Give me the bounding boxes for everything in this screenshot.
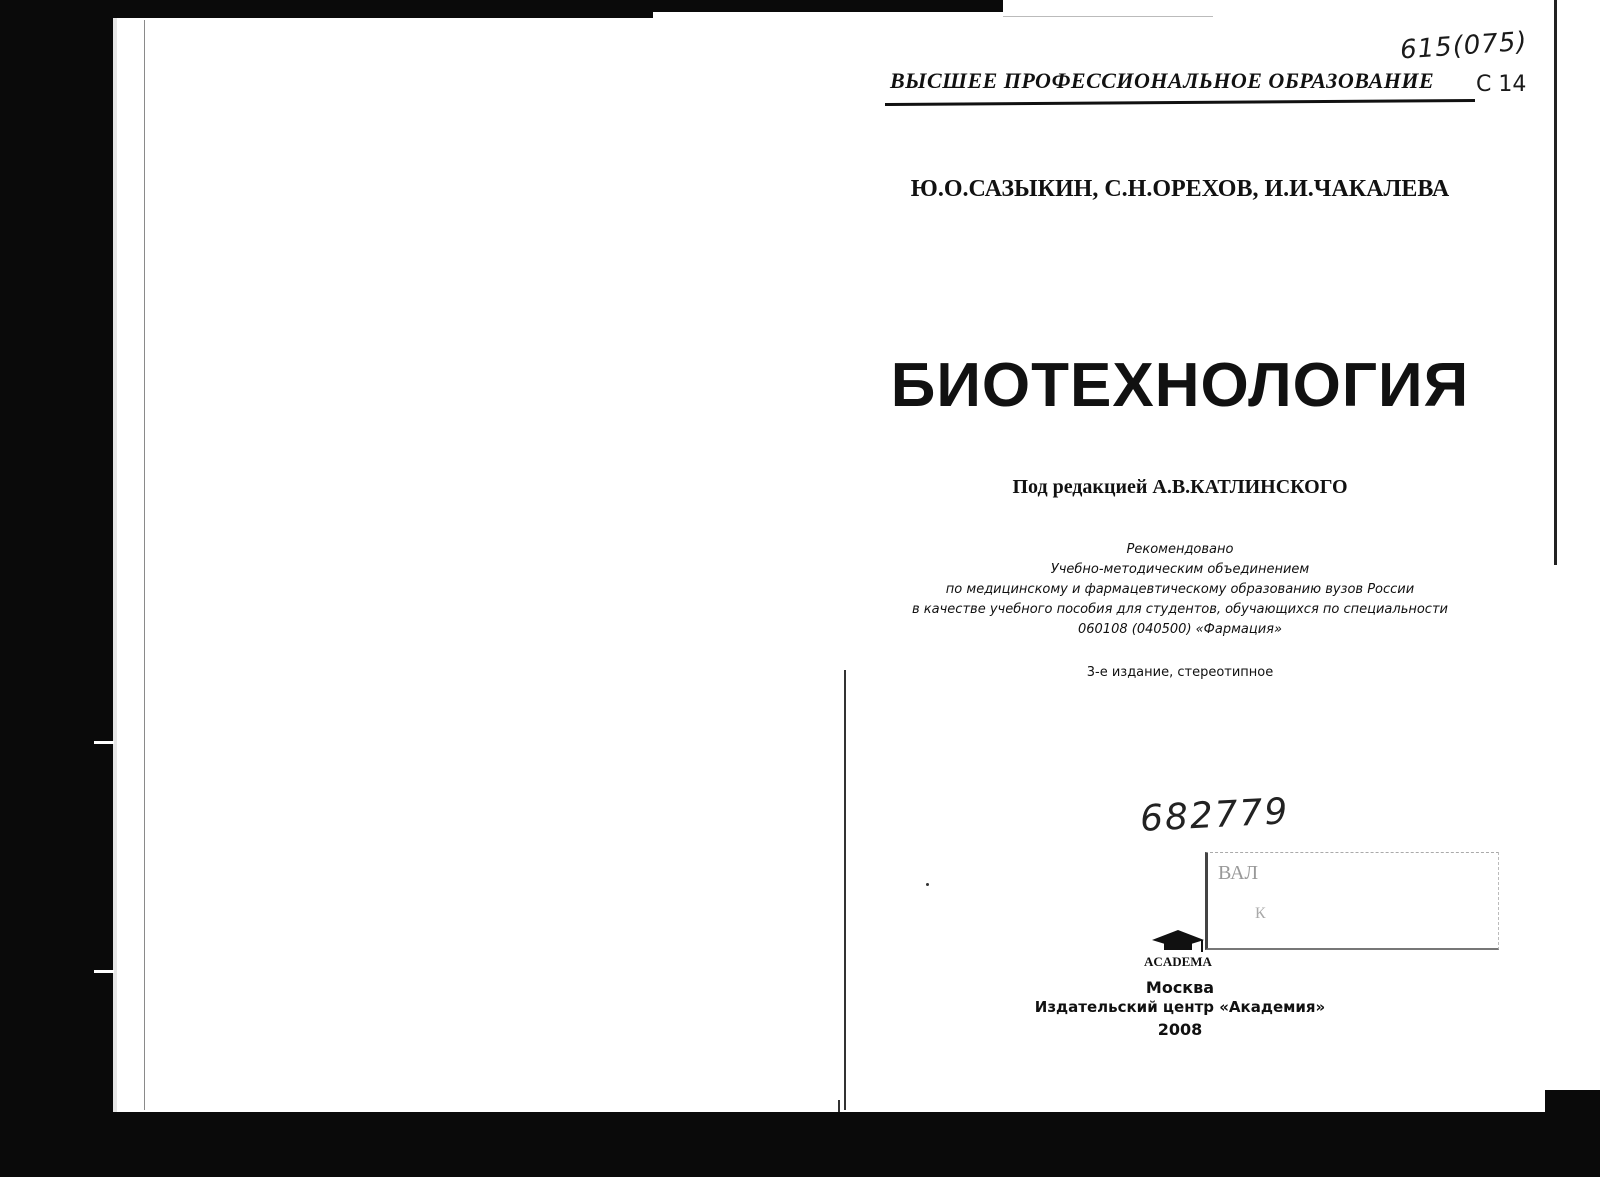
editor-line: Под редакцией А.В.КАТЛИНСКОГО bbox=[1012, 476, 1348, 498]
publication-year: 2008 bbox=[1157, 1020, 1203, 1039]
scan-border-bottom bbox=[0, 1112, 1600, 1177]
book-title: БИОТЕХНОЛОГИЯ bbox=[890, 351, 1470, 420]
left-page-edge bbox=[113, 18, 117, 1112]
recommendation-line: 060108 (040500) «Фармация» bbox=[1077, 622, 1282, 637]
stamp-text: К bbox=[1255, 905, 1266, 922]
scan-border-left bbox=[0, 0, 113, 1177]
scan-tick-mark bbox=[94, 970, 114, 973]
left-page-margin-line bbox=[144, 20, 145, 1110]
publisher-city: Москва bbox=[1145, 978, 1215, 997]
scan-border-top-right bbox=[653, 0, 1003, 12]
recommendation-line: по медицинскому и фармацевтическому образованию вузов России bbox=[945, 582, 1415, 597]
handwritten-series-mark: С 14 bbox=[1476, 72, 1527, 97]
scan-speck bbox=[926, 883, 929, 886]
series-underline bbox=[885, 99, 1475, 106]
scan-border-corner bbox=[1545, 1090, 1600, 1177]
book-spine-line bbox=[844, 670, 846, 1110]
edition-note: 3-е издание, стереотипное bbox=[1086, 665, 1274, 680]
right-page-edge bbox=[1554, 0, 1557, 565]
recommendation-block bbox=[880, 540, 1480, 640]
academia-logo-icon bbox=[1142, 928, 1214, 968]
recommendation-line: Учебно-методическим объединением bbox=[1050, 562, 1310, 577]
authors: Ю.О.САЗЫКИН, С.Н.ОРЕХОВ, И.И.ЧАКАЛЕВА bbox=[910, 176, 1450, 202]
scan-line-top bbox=[1003, 16, 1213, 17]
publisher-name: Издательский центр «Академия» bbox=[1034, 998, 1326, 1016]
recommendation-line: Рекомендовано bbox=[1126, 542, 1234, 557]
publisher-logo-text: ACADEMA bbox=[1144, 954, 1212, 968]
recommendation-line: в качестве учебного пособия для студентов, обучающихся по специальности bbox=[912, 602, 1448, 617]
scan-tick-mark bbox=[94, 741, 114, 744]
handwritten-shelf-code: 615(075) bbox=[1399, 26, 1529, 66]
stamp-text: ВАЛ bbox=[1218, 862, 1259, 884]
scan-border-top bbox=[113, 0, 653, 18]
series-title: ВЫСШЕЕ ПРОФЕССИОНАЛЬНОЕ ОБРАЗОВАНИЕ bbox=[890, 68, 1435, 93]
handwritten-inventory-number: 682779 bbox=[1139, 791, 1291, 840]
book-spine-line-bottom bbox=[838, 1100, 840, 1112]
